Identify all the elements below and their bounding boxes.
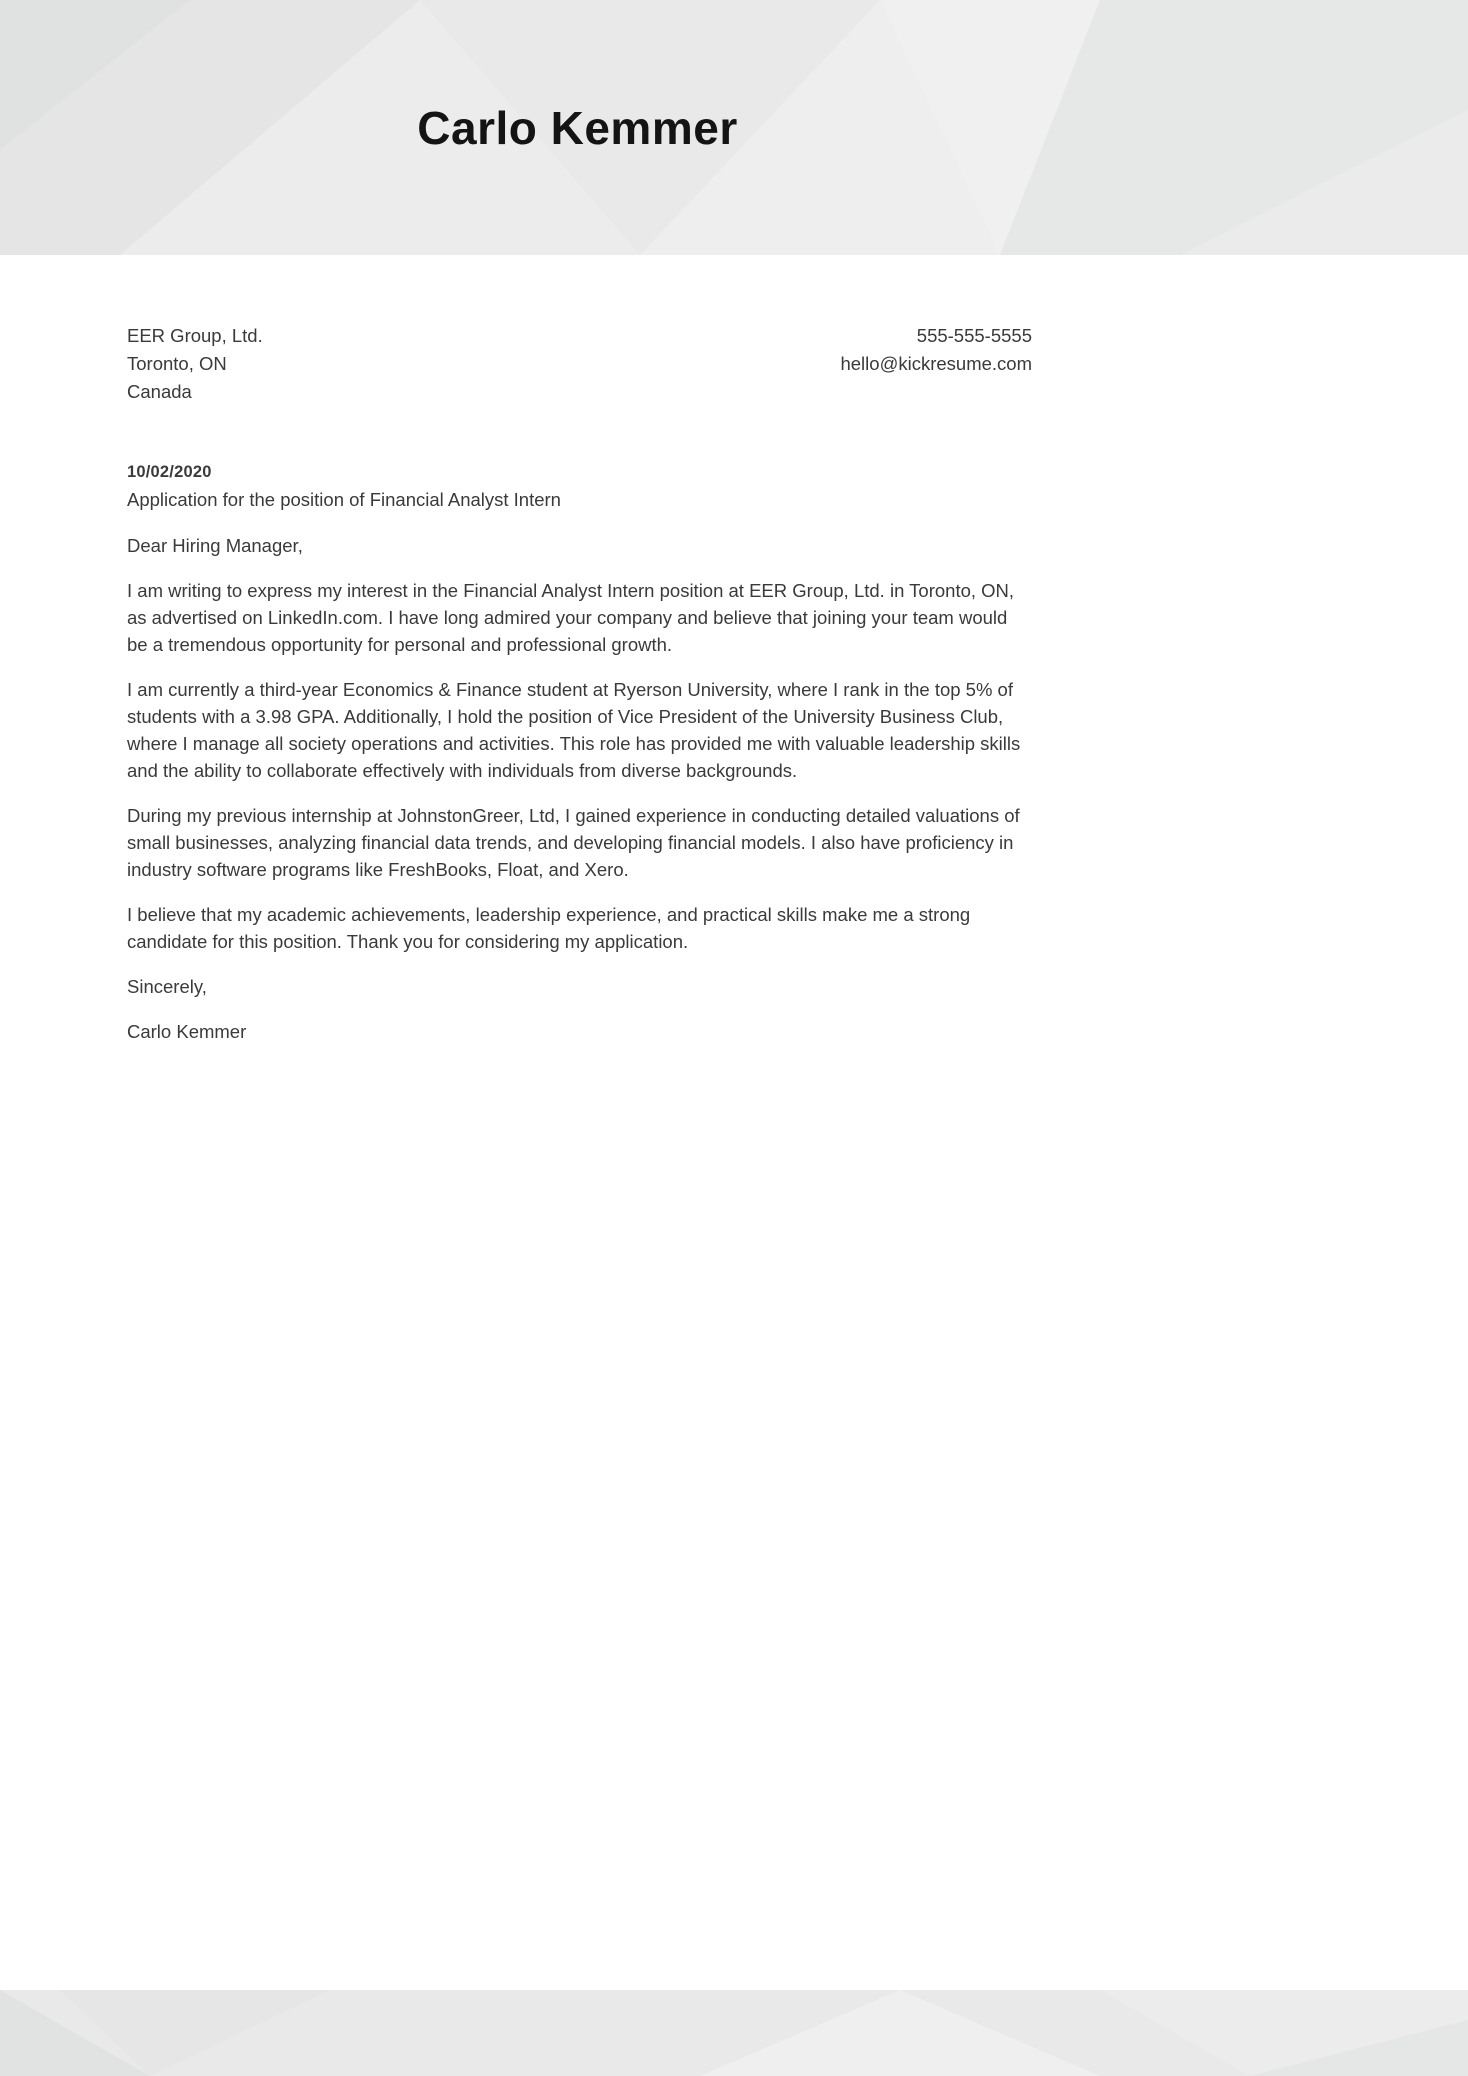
header-band [0,0,1468,255]
letter-paragraph: During my previous internship at JohnstonGreer, Ltd, I gained experience in conducting detailed valuations of small businesses, analyzing financial data trends, and developing financial models. I also have proficiency in industry software programs like FreshBooks, Float, and Xero. [127,805,1020,880]
date-subject-block [127,459,1032,513]
page-title: Carlo Kemmer [417,101,738,154]
recipient-city: Toronto, ON [127,353,227,374]
letter-date: 10/02/2020 [127,463,212,481]
recipient-address [127,322,263,406]
address-row [127,255,1032,406]
contact-phone: 555-555-5555 [916,325,1032,346]
footer-polygon-pattern [0,1990,1468,2076]
header-title-wrap [127,0,1028,255]
letter-paragraph: I believe that my academic achievements, leadership experience, and practical skills make me a strong candidate for this position. Thank you for considering my application. [127,904,971,952]
letter-paragraph: I am currently a third-year Economics & Finance student at Ryerson University, where I rank in the top 5% of students with a 3.98 GPA. Additionally, I hold the position of Vice President of the University Business Club, where I manage all society operations and activities. This role has provided me with valuable leadership skills and the ability to collaborate effectively with individuals from diverse backgrounds. [127,679,1021,781]
recipient-country: Canada [127,381,192,402]
contact-email: hello@kickresume.com [840,353,1032,374]
footer-band [0,1990,1468,2076]
salutation: Dear Hiring Manager, [127,535,303,556]
recipient-company: EER Group, Ltd. [127,325,263,346]
letter-paragraph: I am writing to express my interest in the Financial Analyst Intern position at EER Group, Ltd. in Toronto, ON, as advertised on LinkedIn.com. I have long admired your company and believe that joining your team would be a tremendous opportunity for personal and professional growth. [127,580,1015,655]
sender-contact [840,322,1032,378]
letter-body [127,255,1032,1063]
letter-subject: Application for the position of Financial Analyst Intern [127,489,561,510]
signature: Carlo Kemmer [127,1021,247,1042]
closing: Sincerely, [127,976,207,997]
